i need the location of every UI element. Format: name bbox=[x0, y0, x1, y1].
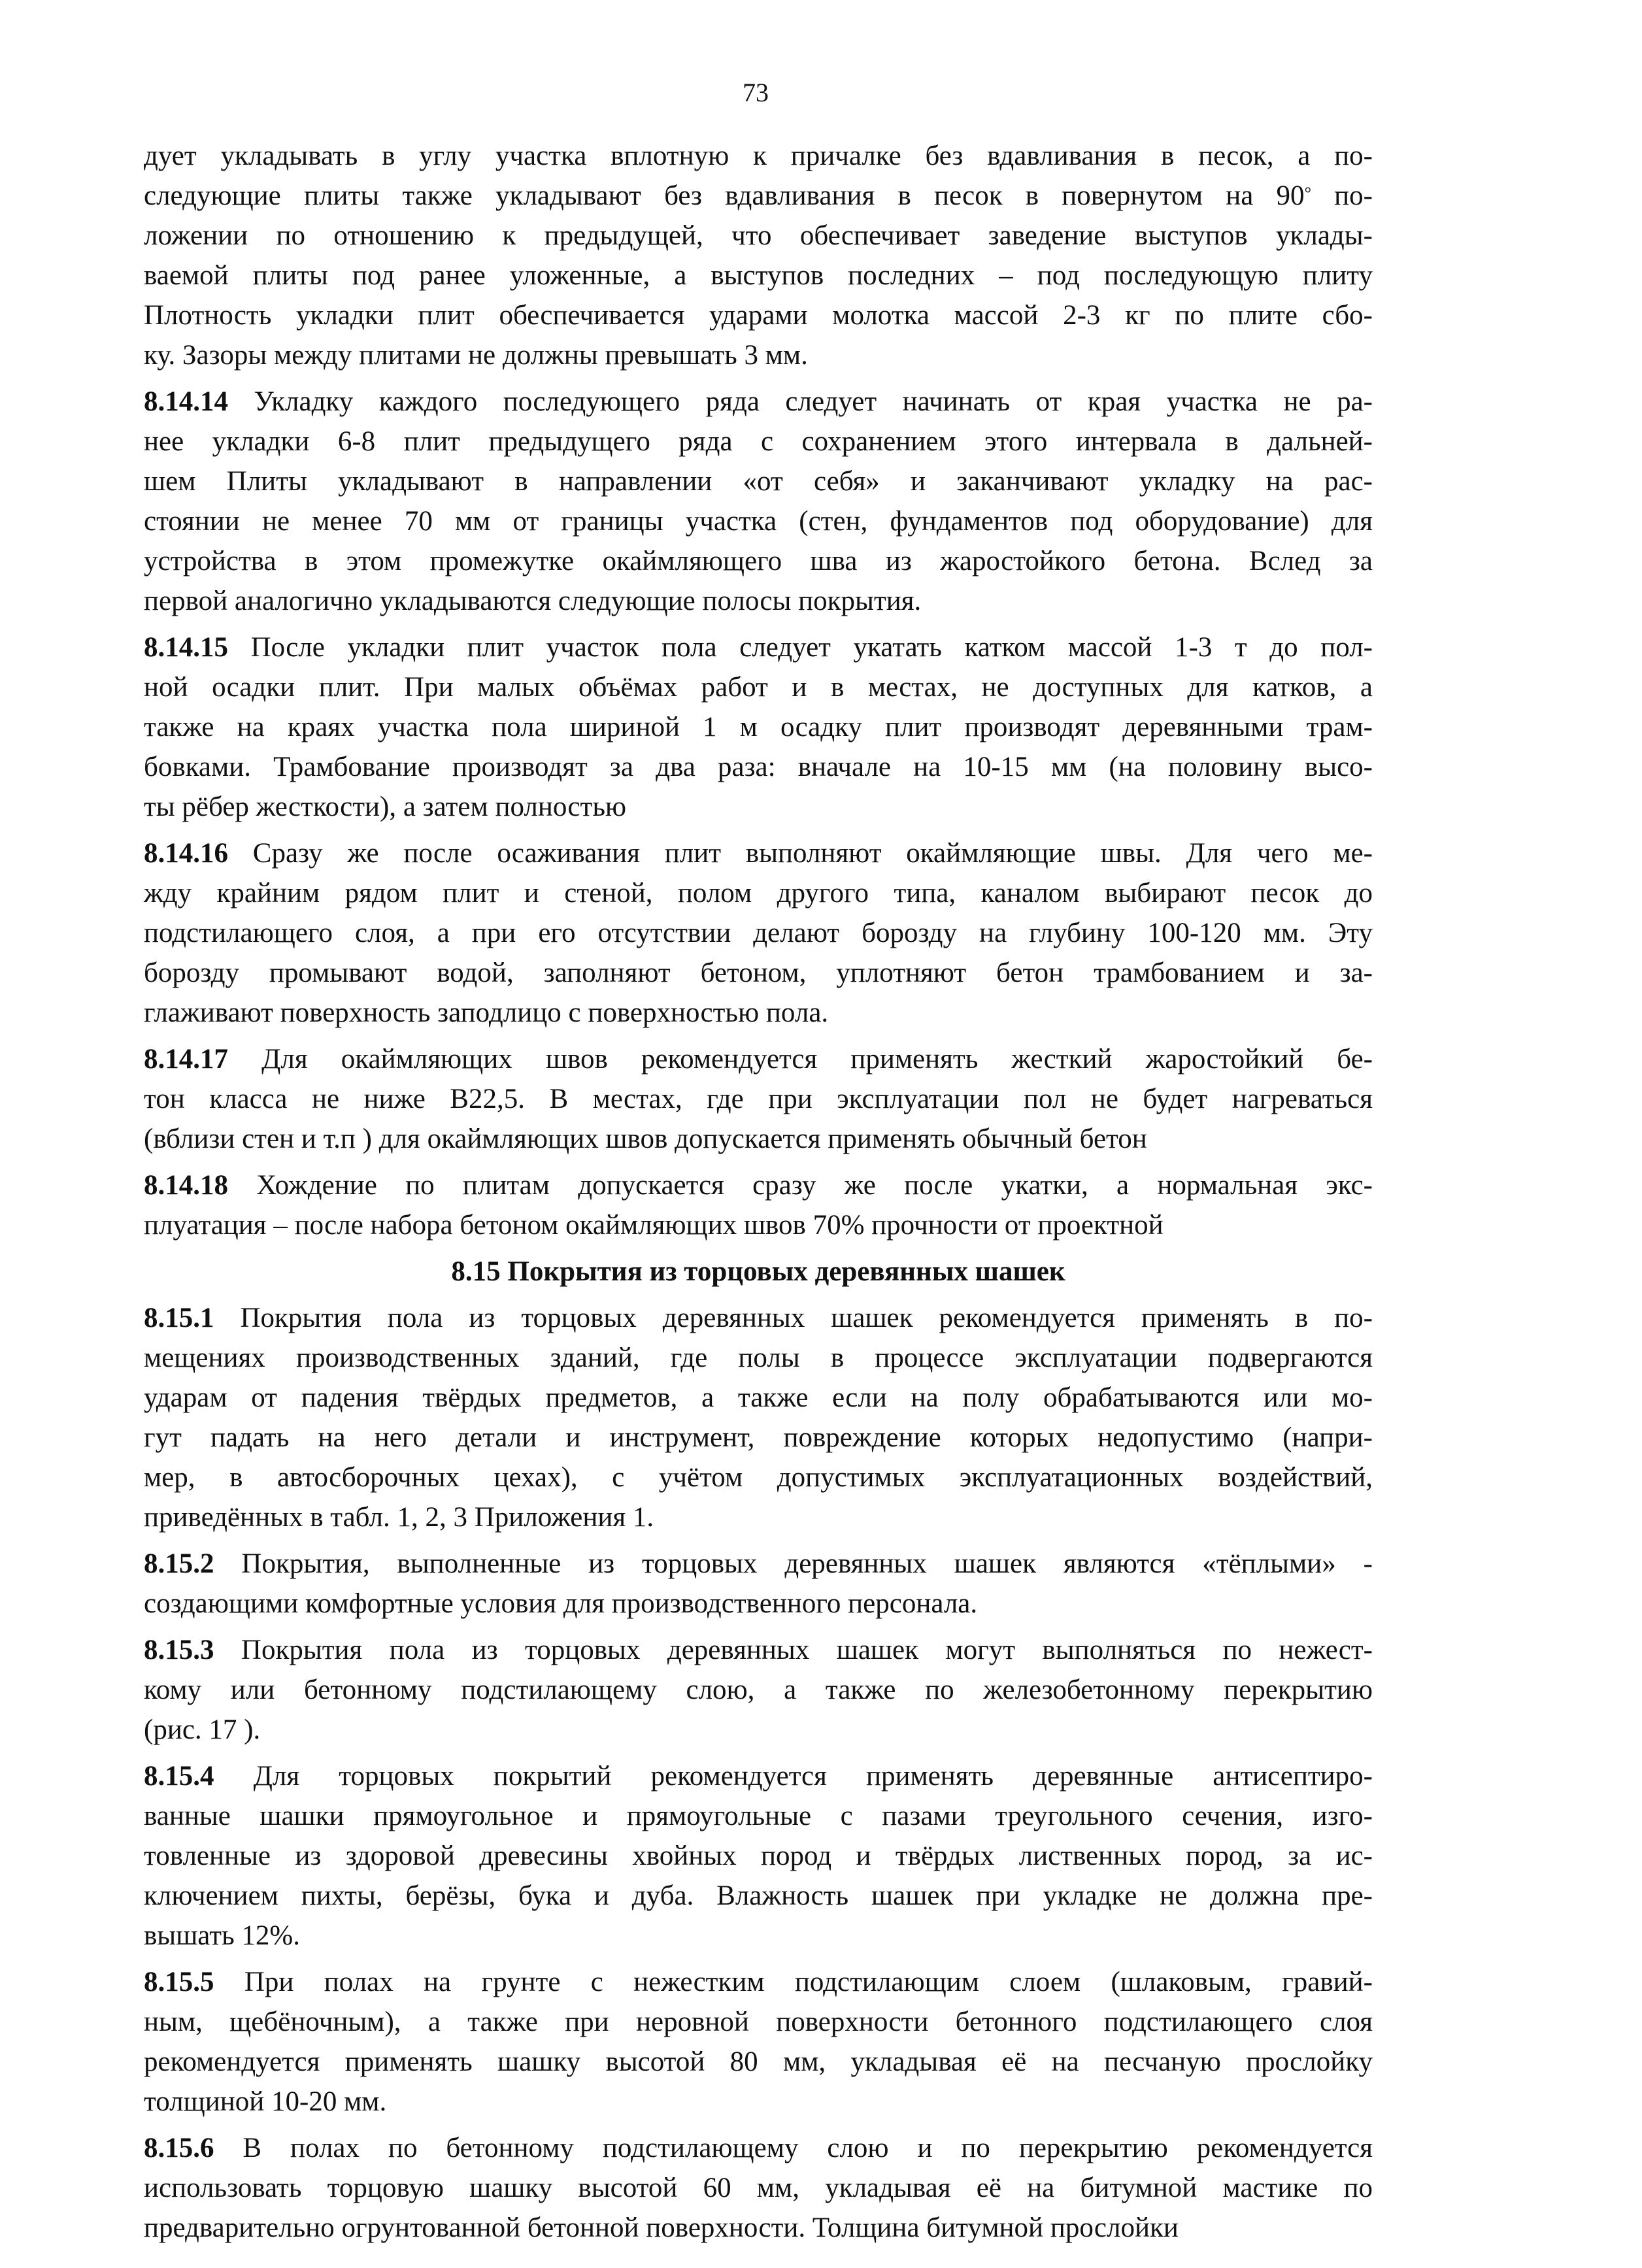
text-line: 8.15.5 При полах на грунте с нежестким подстилающим слоем (шлаковым, гравий- bbox=[144, 1967, 1373, 1997]
text-line: 8.15.3 Покрытия пола из торцовых деревянных шашек могут выполняться по нежест- bbox=[144, 1635, 1373, 1665]
page-number: 73 bbox=[743, 78, 769, 107]
clause-number: 8.14.18 bbox=[144, 1170, 228, 1201]
text-line: ударам от падения твёрдых предметов, а также если на полу обрабатываются или мо- bbox=[144, 1382, 1373, 1413]
text-line: 8.15.1 Покрытия пола из торцовых деревянных шашек рекомендуется применять в по- bbox=[144, 1303, 1373, 1333]
paragraph bbox=[144, 1962, 1373, 2122]
text-line: ным, щебёночным), а также при неровной поверхности бетонного подстилающего слоя bbox=[144, 2007, 1373, 2037]
clause-number: 8.15.4 bbox=[144, 1761, 214, 1792]
text-line: глаживают поверхность заподлицо с поверхностью пола. bbox=[144, 997, 829, 1028]
document-body bbox=[144, 136, 1373, 2248]
clause-number: 8.14.14 bbox=[144, 386, 228, 417]
paragraph bbox=[144, 1756, 1373, 1956]
text-line: также на краях участка пола шириной 1 м осадку плит производят деревянными трам- bbox=[144, 712, 1373, 742]
text-line: (вблизи стен и т.п ) для окаймляющих швов допускается применять обычный бетон bbox=[144, 1124, 1147, 1154]
paragraph bbox=[144, 833, 1373, 1033]
section-heading: 8.15 Покрытия из торцовых деревянных шашек bbox=[451, 1256, 1065, 1287]
clause-number: 8.15.2 bbox=[144, 1548, 214, 1579]
text-line: плуатация – после набора бетоном окаймляющих швов 70% прочности от проектной bbox=[144, 1210, 1164, 1241]
text-line: 8.14.16 Сразу же после осаживания плит выполняют окаймляющие швы. Для чего ме- bbox=[144, 838, 1373, 869]
text-line: ваемой плиты под ранее уложенные, а выступов последних – под последующую плиту bbox=[144, 260, 1373, 291]
text-line: 8.15.2 Покрытия, выполненные из торцовых деревянных шашек являются «тёплыми» - bbox=[144, 1548, 1373, 1579]
text-line: мер, в автосборочных цехах), с учётом допустимых эксплуатационных воздействий, bbox=[144, 1462, 1373, 1493]
text-line: жду крайним рядом плит и стеной, полом другого типа, каналом выбирают песок до bbox=[144, 878, 1373, 909]
text-line: ной осадки плит. При малых объёмах работ и в местах, не доступных для катков, а bbox=[144, 672, 1373, 703]
text-line: шем Плиты укладывают в направлении «от себя» и заканчивают укладку на рас- bbox=[144, 466, 1373, 497]
clause-number: 8.15.1 bbox=[144, 1303, 214, 1333]
text-line: первой аналогично укладываются следующие полосы покрытия. bbox=[144, 586, 922, 616]
text-line: приведённых в табл. 1, 2, 3 Приложения 1. bbox=[144, 1502, 654, 1533]
text-line: вышать 12%. bbox=[144, 1920, 300, 1951]
text-line: тон класса не ниже В22,5. В местах, где при эксплуатации пол не будет нагреваться bbox=[144, 1084, 1373, 1114]
clause-number: 8.14.17 bbox=[144, 1044, 228, 1075]
text-line: мещениях производственных зданий, где полы в процессе эксплуатации подвергаются bbox=[144, 1342, 1373, 1373]
text-line: ты рёбер жесткости), а затем полностью bbox=[144, 792, 627, 822]
text-line: толщиной 10-20 мм. bbox=[144, 2086, 387, 2117]
clause-number: 8.14.16 bbox=[144, 838, 228, 869]
text-line: устройства в этом промежутке окаймляющего шва из жаростойкого бетона. Вслед за bbox=[144, 546, 1373, 576]
text-line: бовками. Трамбование производят за два раза: вначале на 10-15 мм (на половину высо- bbox=[144, 752, 1373, 782]
text-line: (рис. 17 ). bbox=[144, 1714, 261, 1745]
text-line: 8.15.4 Для торцовых покрытий рекомендуется применять деревянные антисептиро- bbox=[144, 1761, 1373, 1792]
text-line: стоянии не менее 70 мм от границы участка (стен, фундаментов под оборудование) для bbox=[144, 506, 1373, 537]
text-line: 8.14.15 После укладки плит участок пола следует укатать катком массой 1-3 т до пол- bbox=[144, 632, 1373, 663]
paragraph bbox=[144, 1298, 1373, 1537]
text-line: Плотность укладки плит обеспечивается ударами молотка массой 2-3 кг по плите сбо- bbox=[144, 300, 1373, 331]
text-line: борозду промывают водой, заполняют бетоном, уплотняют бетон трамбованием и за- bbox=[144, 958, 1373, 988]
paragraph bbox=[144, 136, 1373, 375]
text-line: ключением пихты, берёзы, бука и дуба. Влажность шашек при укладке не должна пре- bbox=[144, 1880, 1373, 1911]
text-line: подстилающего слоя, а при его отсутствии делают борозду на глубину 100-120 мм. Эту bbox=[144, 918, 1373, 948]
clause-number: 8.14.15 bbox=[144, 632, 228, 663]
text-line: кому или бетонному подстилающему слою, а также по железобетонному перекрытию bbox=[144, 1675, 1373, 1705]
text-line: предварительно огрунтованной бетонной поверхности. Толщина битумной прослойки bbox=[144, 2212, 1179, 2243]
text-line: гут падать на него детали и инструмент, повреждение которых недопустимо (напри- bbox=[144, 1422, 1373, 1453]
clause-number: 8.15.5 bbox=[144, 1967, 214, 1997]
clause-number: 8.15.3 bbox=[144, 1635, 214, 1665]
paragraph bbox=[144, 2128, 1373, 2248]
text-line: рекомендуется применять шашку высотой 80 мм, укладывая её на песчаную прослойку bbox=[144, 2046, 1373, 2077]
text-line: ку. Зазоры между плитами не должны превышать 3 мм. bbox=[144, 340, 808, 371]
text-line: ложении по отношению к предыдущей, что обеспечивает заведение выступов уклады- bbox=[144, 220, 1373, 251]
text-line: следующие плиты также укладывают без вдавливания в песок в повернутом на 90° по- bbox=[144, 180, 1373, 211]
paragraph bbox=[144, 1039, 1373, 1159]
text-line: нее укладки 6-8 плит предыдущего ряда с сохранением этого интервала в дальней- bbox=[144, 426, 1373, 457]
text-line: ванные шашки прямоугольное и прямоугольные с пазами треугольного сечения, изго- bbox=[144, 1801, 1373, 1831]
paragraph bbox=[144, 1165, 1373, 1245]
paragraph bbox=[144, 1630, 1373, 1750]
text-line: 8.14.14 Укладку каждого последующего ряда следует начинать от края участка не ра- bbox=[144, 386, 1373, 417]
text-line: 8.14.17 Для окаймляющих швов рекомендуется применять жесткий жаростойкий бе- bbox=[144, 1044, 1373, 1075]
text-line: создающими комфортные условия для производственного персонала. bbox=[144, 1588, 978, 1619]
text-line: 8.14.18 Хождение по плитам допускается сразу же после укатки, а нормальная экс- bbox=[144, 1170, 1373, 1201]
paragraph bbox=[144, 1544, 1373, 1624]
text-line: 8.15.6 В полах по бетонному подстилающему слою и по перекрытию рекомендуется bbox=[144, 2133, 1373, 2163]
paragraph bbox=[144, 627, 1373, 827]
paragraph bbox=[144, 382, 1373, 621]
text-line: использовать торцовую шашку высотой 60 мм, укладывая её на битумной мастике по bbox=[144, 2173, 1373, 2203]
text-line: товленные из здоровой древесины хвойных пород и твёрдых лиственных пород, за ис- bbox=[144, 1841, 1373, 1871]
clause-number: 8.15.6 bbox=[144, 2133, 214, 2163]
text-line: дует укладывать в углу участка вплотную к причалке без вдавливания в песок, а по- bbox=[144, 141, 1373, 171]
